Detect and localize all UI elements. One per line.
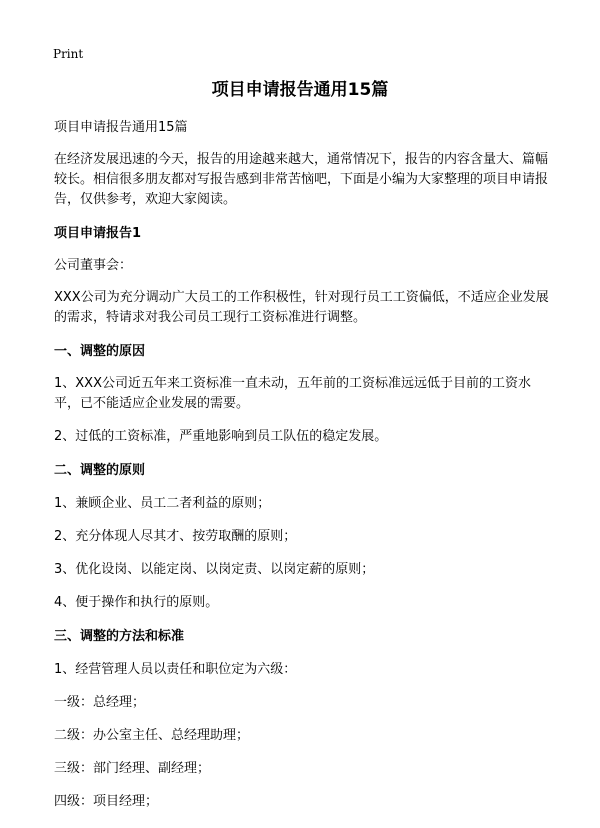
- report-heading: 项目申请报告1: [54, 226, 142, 241]
- intro-paragraph: 在经济发展迅速的今天，报告的用途越来越大，通常情况下，报告的内容含量大、篇幅较长。相信很多朋友都对写报告感到非常苦恼吧，下面是小编为大家整理的项目申请报告，仅供参考，欢迎大家阅读。: [54, 152, 549, 207]
- list-item: 3、优化设岗、以能定岗、以岗定责、以岗定薪的原则；: [54, 562, 375, 577]
- document-body: [54, 118, 550, 812]
- document-title: 项目申请报告通用15篇: [211, 80, 389, 100]
- list-item: 1、兼顾企业、员工二者利益的原则；: [54, 496, 271, 511]
- list-item: 1、经营管理人员以责任和职位定为六级：: [54, 662, 297, 677]
- list-item: 四级：项目经理；: [54, 794, 159, 809]
- list-item: 三级：部门经理、副经理；: [54, 761, 211, 776]
- list-item: 1、XXX公司近五年来工资标准一直未动，五年前的工资标准远远低于目前的工资水平，已不能适应企业发展的需要。: [54, 376, 531, 411]
- print-link[interactable]: Print: [53, 47, 84, 61]
- section-heading-reasons: 一、调整的原因: [54, 344, 146, 359]
- section-heading-methods: 三、调整的方法和标准: [54, 629, 185, 644]
- list-item: 4、便于操作和执行的原则。: [54, 595, 219, 610]
- list-item: 一级：总经理；: [54, 695, 146, 710]
- list-item: 二级：办公室主任、总经理助理；: [54, 728, 250, 743]
- list-item: 2、充分体现人尽其才、按劳取酬的原则；: [54, 529, 297, 544]
- list-item: 2、过低的工资标准，严重地影响到员工队伍的稳定发展。: [54, 429, 388, 444]
- section-heading-principles: 二、调整的原则: [54, 463, 146, 478]
- salutation: 公司董事会：: [54, 258, 133, 273]
- document-subtitle: 项目申请报告通用15篇: [54, 120, 188, 135]
- purpose-paragraph: XXX公司为充分调动广大员工的工作积极性，针对现行员工工资偏低，不适应企业发展的需求，特请求对我公司员工现行工资标准进行调整。: [54, 290, 549, 325]
